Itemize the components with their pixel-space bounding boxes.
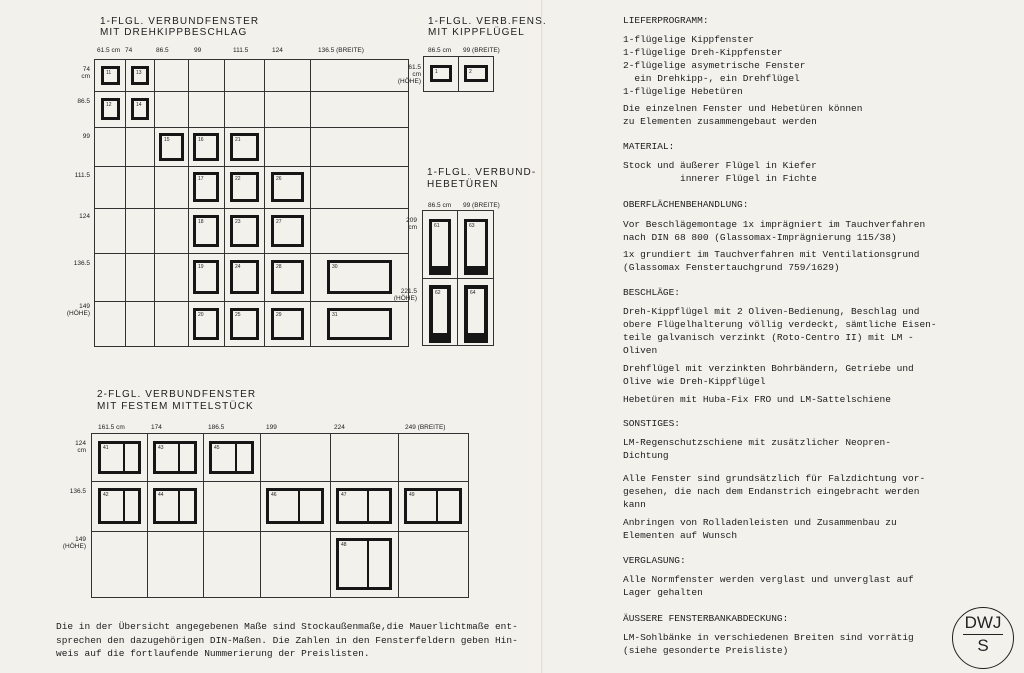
window-number: 15: [164, 137, 170, 143]
height-label: 124 cm: [75, 440, 86, 454]
lieferprogramm-note: Die einzelnen Fenster und Hebetüren können zu Elementen zusammengebaut werden: [623, 103, 863, 127]
section3-height-2: 221.5 (HÖHE): [393, 288, 417, 302]
mullion: [298, 491, 300, 521]
window-11: [101, 66, 120, 85]
height-label: 136.5: [69, 488, 86, 495]
width-label: 124: [272, 47, 283, 54]
door-sill: [467, 266, 485, 272]
sonstiges-heading: SONSTIGES:: [623, 418, 681, 429]
window-number: 61: [434, 223, 440, 229]
grid-line: [310, 60, 311, 346]
sonstiges-body-3: Anbringen von Rolladenleisten und Zusammenbau zu Elementen auf Wunsch: [623, 517, 897, 541]
footnote: Die in der Übersicht angegebenen Maße sind Stockaußenmaße,die Mauerlichtmaße ent- sprechen den dazugehörigen DIN-Maßen. Die Zahlen in den Fensterfeldern geben Hin- weis auf die fortlaufende Nummerierung der Preislisten.: [56, 621, 518, 659]
window-45: [209, 441, 254, 474]
window-number: 24: [235, 264, 241, 270]
width-label: 61.5 cm: [97, 47, 121, 54]
window-26: [271, 172, 304, 202]
window-number: 49: [409, 492, 415, 498]
dwjs-stamp: [952, 607, 1014, 669]
height-label: 86.5: [77, 98, 90, 105]
height-label: 99: [82, 133, 90, 140]
width-label: 224: [334, 424, 345, 431]
window-20: [193, 308, 219, 340]
window-31: [327, 308, 392, 340]
section3-title-2: HEBETÜREN: [427, 179, 499, 190]
window-number: 19: [198, 264, 204, 270]
width-label: 249 (BREITE): [405, 424, 446, 431]
grid-line: [95, 208, 408, 209]
beschlaege-body-3: Hebetüren mit Huba-Fix FRO und LM-Sattelschiene: [623, 394, 891, 405]
grid-line: [188, 60, 189, 346]
section2-title-2: MIT KIPPFLÜGEL: [428, 27, 525, 38]
grid-line: [95, 166, 408, 167]
door-sill: [468, 333, 484, 339]
mullion: [178, 491, 180, 521]
window-23: [230, 215, 259, 247]
width-label: 174: [151, 424, 162, 431]
fensterbank-heading: ÄUSSERE FENSTERBANKABDECKUNG:: [623, 613, 789, 624]
window-number: 20: [198, 312, 204, 318]
grid-line: [330, 434, 331, 597]
lieferprogramm-heading: LIEFERPROGRAMM:: [623, 15, 709, 26]
window-22: [230, 172, 259, 202]
window-48: [336, 538, 392, 590]
window-27: [271, 215, 304, 247]
window-number: 22: [235, 176, 241, 182]
section2-title-1: 1-FLGL. VERB.FENS.: [428, 16, 547, 27]
grid-line: [147, 434, 148, 597]
window-number: 1: [435, 69, 438, 75]
window-number: 17: [198, 176, 204, 182]
lieferprogramm-body: 1-flügelige Kippfenster 1-flügelige Dreh-Kippfenster 2-flügelige asymetrische Fenster ein Drehkipp-, ein Drehflügel 1-flügelige Hebetüren: [623, 34, 806, 97]
window-17: [193, 172, 219, 202]
window-63: [464, 219, 488, 275]
height-label: 124: [79, 213, 90, 220]
window-28: [271, 260, 304, 294]
window-number: 12: [106, 102, 112, 108]
window-number: 42: [103, 492, 109, 498]
door-sill: [433, 333, 447, 339]
grid-line: [203, 434, 204, 597]
grid-line: [95, 253, 408, 254]
window-41: [98, 441, 141, 474]
width-label: 74: [125, 47, 133, 54]
height-label: 149 (HÖHE): [62, 536, 86, 550]
window-12: [101, 98, 120, 120]
window-42: [98, 488, 141, 524]
grid-line: [423, 278, 493, 279]
section4-title-1: 2-FLGL. VERBUNDFENSTER: [97, 389, 257, 400]
window-1: [430, 65, 452, 82]
window-46: [266, 488, 324, 524]
height-label: 74 cm: [81, 66, 90, 80]
window-number: 2: [469, 69, 472, 75]
grid-line: [95, 91, 408, 92]
window-number: 48: [341, 542, 347, 548]
window-number: 44: [158, 492, 164, 498]
window-15: [159, 133, 184, 161]
section1-title-2: MIT DREHKIPPBESCHLAG: [100, 27, 248, 38]
width-label: 136.5 (BREITE): [318, 47, 364, 54]
window-number: 45: [214, 445, 220, 451]
sonstiges-body-1: LM-Regenschutzschiene mit zusätzlicher Neopren- Dichtung: [623, 437, 891, 461]
grid-line: [125, 60, 126, 346]
section3-width-1: 86.5 cm: [428, 202, 452, 209]
beschlaege-body-2: Drehflügel mit verzinkten Bohrbändern, Getriebe und Olive wie Dreh-Kippflügel: [623, 363, 914, 387]
window-number: 41: [103, 445, 109, 451]
width-label: 111.5: [233, 47, 249, 54]
beschlaege-heading: BESCHLÄGE:: [623, 287, 681, 298]
window-number: 30: [332, 264, 338, 270]
section3-title-1: 1-FLGL. VERBUND-: [427, 167, 537, 178]
window-number: 13: [136, 70, 142, 76]
window-47: [336, 488, 392, 524]
section2-height: 61.5 cm (HÖHE): [397, 64, 421, 85]
stamp-line-2: S: [977, 636, 989, 655]
window-number: 62: [435, 290, 441, 296]
window-18: [193, 215, 219, 247]
oberflaeche-body-1: Vor Beschlägemontage 1x imprägniert im Tauchverfahren nach DIN 68 800 (Glassomax-Imprägnierung 115/38): [623, 219, 926, 243]
section3-width-2: 99 (BREITE): [463, 202, 500, 209]
width-label: 161.5 cm: [98, 424, 125, 431]
section3-grid: [422, 210, 494, 346]
stamp-divider: [963, 634, 1003, 635]
grid-line: [154, 60, 155, 346]
mullion: [123, 444, 125, 471]
oberflaeche-heading: OBERFLÄCHENBEHANDLUNG:: [623, 199, 749, 210]
grid-line: [260, 434, 261, 597]
verglasung-heading: VERGLASUNG:: [623, 555, 686, 566]
window-number: 11: [106, 70, 112, 76]
window-2: [464, 65, 488, 82]
window-number: 28: [276, 264, 282, 270]
width-label: 99: [194, 47, 202, 54]
section2-grid: [423, 56, 494, 92]
window-number: 47: [341, 492, 347, 498]
section3-height-1: 209 cm: [406, 217, 417, 231]
window-number: 18: [198, 219, 204, 225]
mullion: [178, 444, 180, 471]
material-heading: MATERIAL:: [623, 141, 675, 152]
window-21: [230, 133, 259, 161]
verglasung-body: Alle Normfenster werden verglast und unverglast auf Lager gehalten: [623, 574, 914, 598]
window-25: [230, 308, 259, 340]
grid-line: [95, 127, 408, 128]
material-body: Stock und äußerer Flügel in Kiefer innerer Flügel in Fichte: [623, 160, 817, 184]
grid-line: [92, 481, 468, 482]
window-number: 26: [276, 176, 282, 182]
window-49: [404, 488, 462, 524]
window-number: 64: [470, 290, 476, 296]
grid-line: [95, 301, 408, 302]
window-number: 31: [332, 312, 338, 318]
section1-grid: [94, 59, 409, 347]
stamp-line-1: DWJ: [964, 613, 1002, 632]
window-64: [464, 285, 488, 343]
height-label: 136.5: [73, 260, 90, 267]
window-number: 27: [276, 219, 282, 225]
window-number: 46: [271, 492, 277, 498]
width-label: 199: [266, 424, 277, 431]
grid-line: [398, 434, 399, 597]
grid-line: [92, 531, 468, 532]
window-13: [131, 66, 149, 85]
window-number: 23: [235, 219, 241, 225]
section4-title-2: MIT FESTEM MITTELSTÜCK: [97, 401, 254, 412]
fensterbank-body: LM-Sohlbänke in verschiedenen Breiten sind vorrätig (siehe gesonderte Preisliste): [623, 632, 914, 656]
window-43: [153, 441, 197, 474]
mullion: [235, 444, 237, 471]
width-label: 186.5: [208, 424, 225, 431]
window-24: [230, 260, 259, 294]
mullion: [367, 491, 369, 521]
grid-line: [458, 57, 459, 91]
sonstiges-body-2: Alle Fenster sind grundsätzlich für Falzdichtung vor- gesehen, die nach dem Endanstrich eingebracht werden kann: [623, 473, 926, 510]
door-sill: [432, 266, 448, 272]
width-label: 86.5: [156, 47, 169, 54]
height-label: 149 (HÖHE): [66, 303, 90, 317]
page-fold: [541, 0, 543, 673]
section2-width-1: 86.5 cm: [428, 47, 452, 54]
window-14: [131, 98, 149, 120]
window-number: 21: [235, 137, 241, 143]
window-number: 16: [198, 137, 204, 143]
oberflaeche-body-2: 1x grundiert im Tauchverfahren mit Ventilationsgrund (Glassomax Fenstertauchgrund 759/1629): [623, 249, 920, 273]
window-number: 63: [469, 223, 475, 229]
mullion: [436, 491, 438, 521]
window-number: 43: [158, 445, 164, 451]
window-number: 29: [276, 312, 282, 318]
mullion: [123, 491, 125, 521]
beschlaege-body-1: Dreh-Kippflügel mit 2 Oliven-Bedienung, Beschlag und obere Flügelhalterung völlig verdeckt, sämtliche Eisen- teile galvanisch verzinkt (Roto-Centro II) mit LM - Oliven: [623, 306, 937, 356]
section1-title-1: 1-FLGL. VERBUNDFENSTER: [100, 16, 260, 27]
grid-line: [224, 60, 225, 346]
section4-grid: [91, 433, 469, 598]
window-62: [429, 285, 451, 343]
window-19: [193, 260, 219, 294]
window-number: 25: [235, 312, 241, 318]
window-44: [153, 488, 197, 524]
window-29: [271, 308, 304, 340]
section2-width-2: 99 (BREITE): [463, 47, 500, 54]
mullion: [367, 541, 369, 587]
grid-line: [264, 60, 265, 346]
window-16: [193, 133, 219, 161]
height-label: 111.5: [74, 172, 90, 179]
window-61: [429, 219, 451, 275]
window-number: 14: [136, 102, 142, 108]
